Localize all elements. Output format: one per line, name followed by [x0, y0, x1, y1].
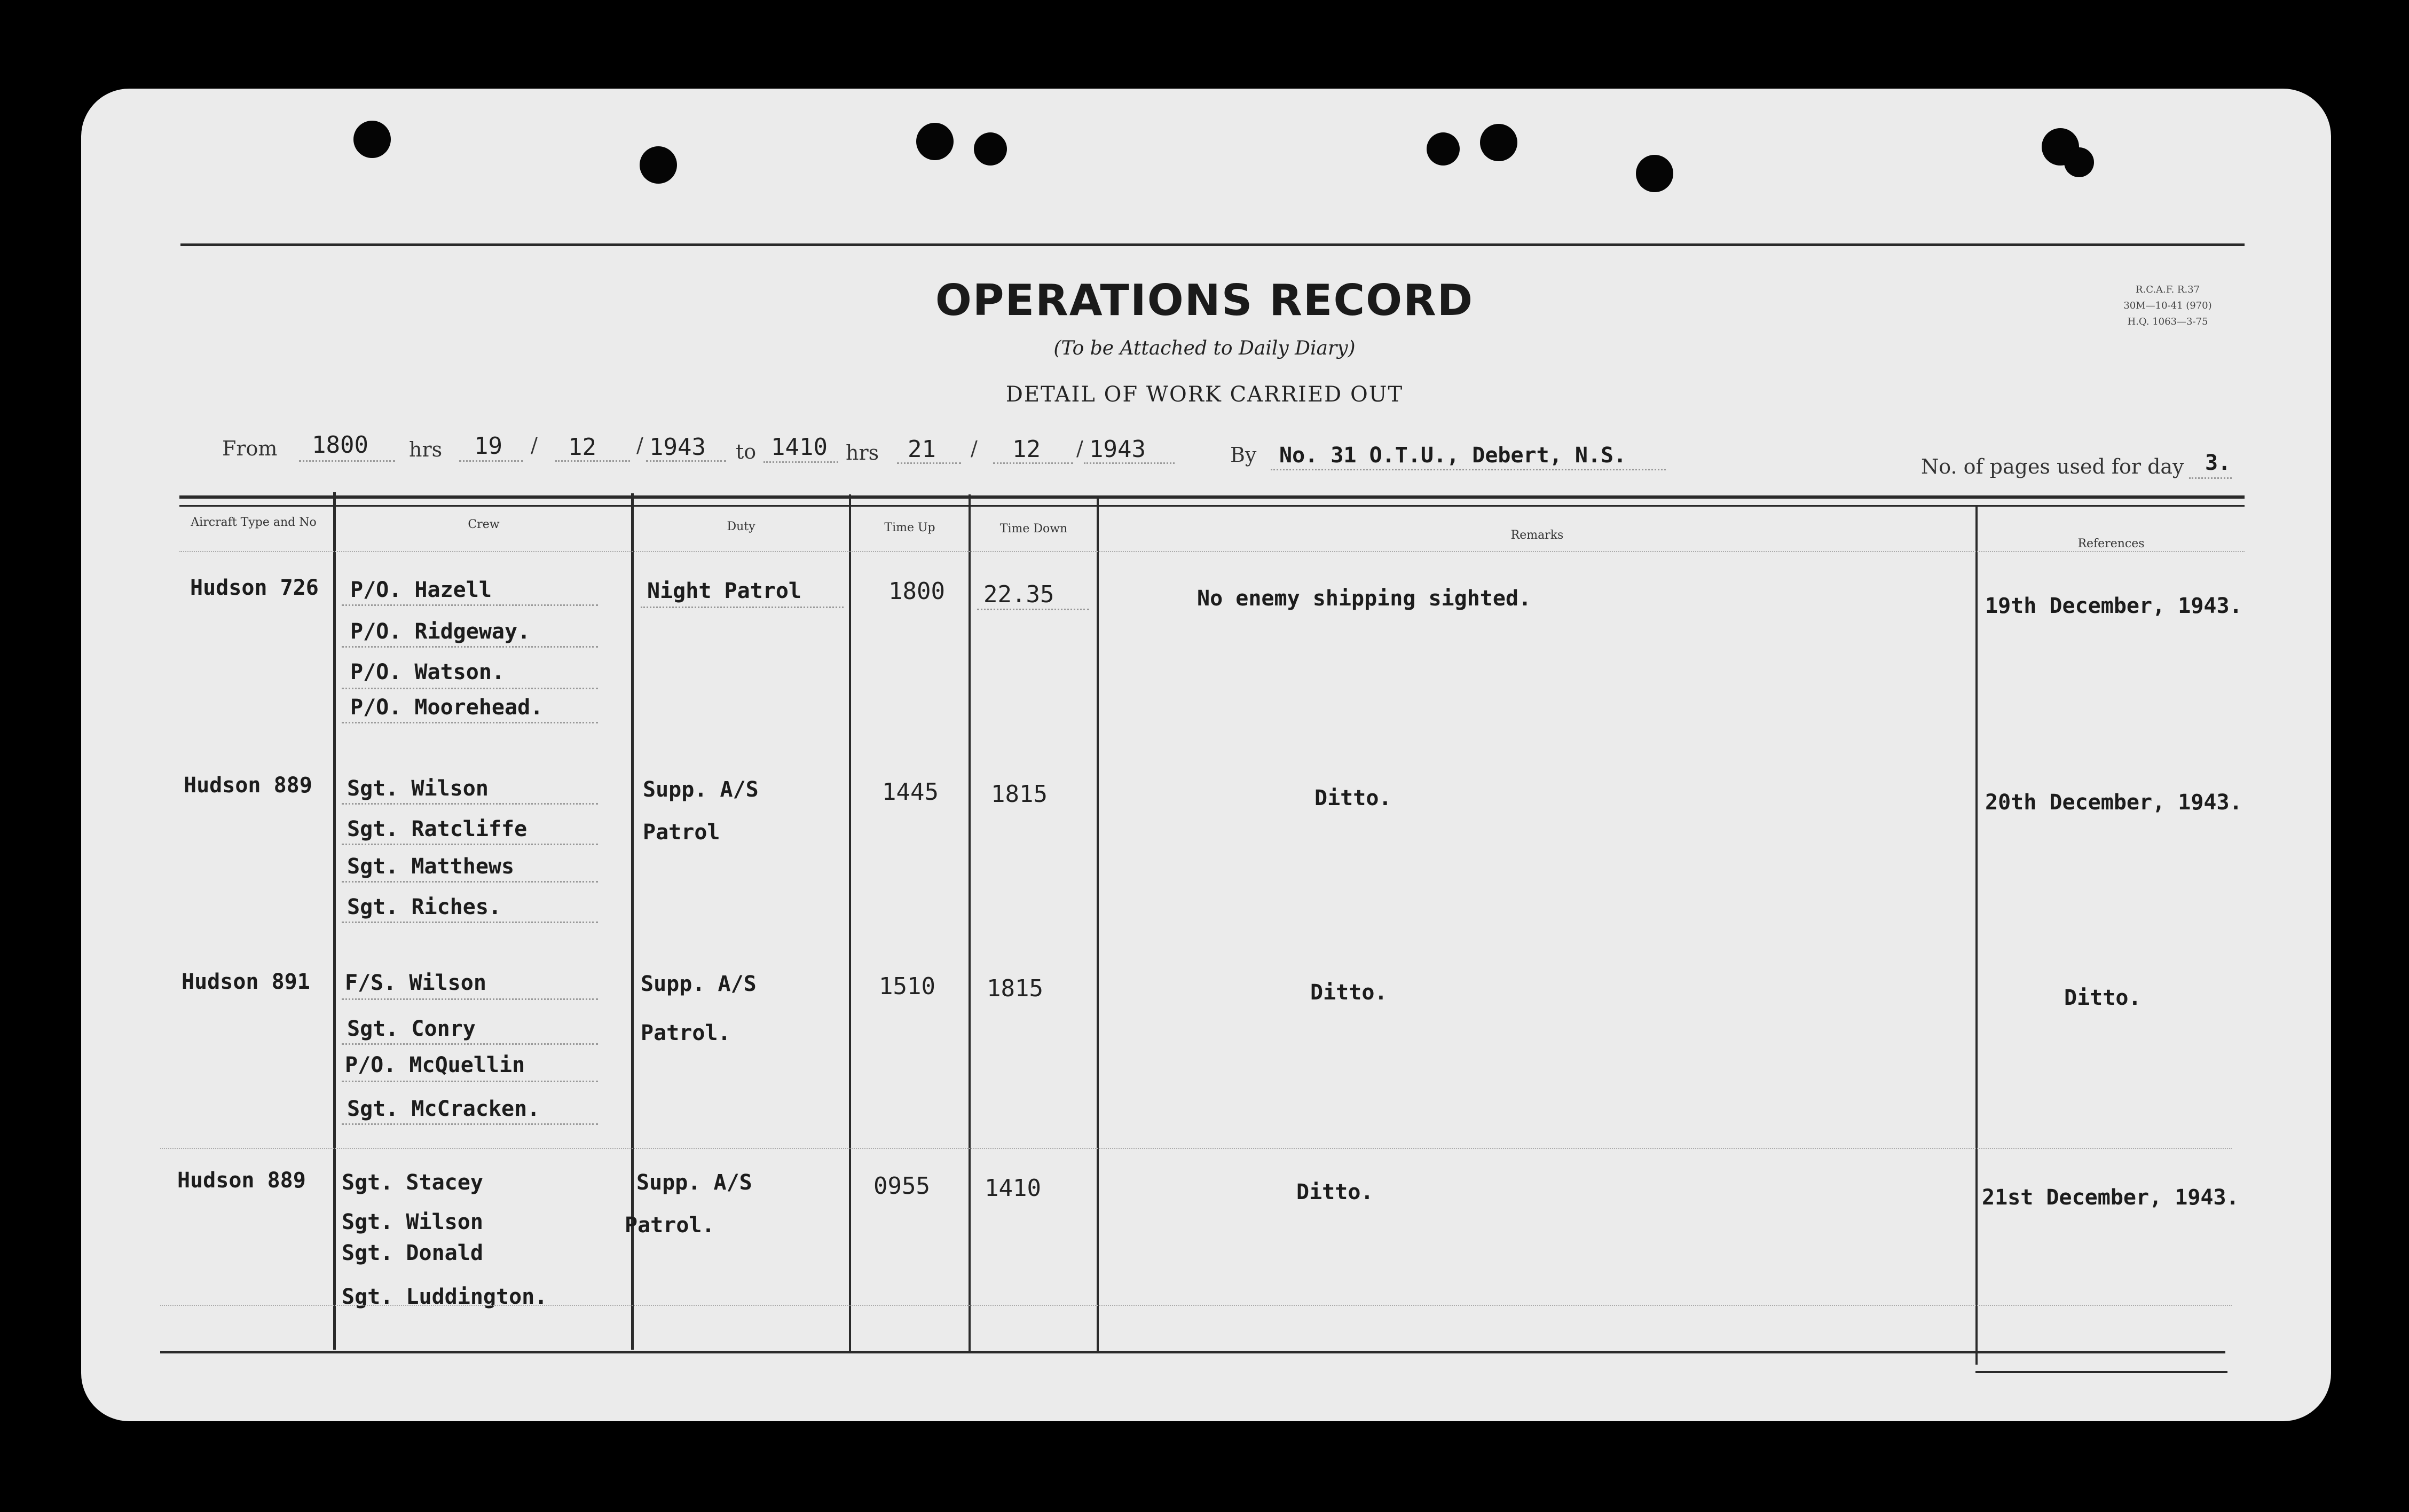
date-slash: /	[1076, 437, 1083, 460]
aircraft-cell: Hudson 726	[190, 576, 319, 600]
time-up-cell: 1510	[879, 973, 935, 1000]
crew-member: Sgt. Stacey	[342, 1170, 483, 1195]
remarks-cell: Ditto.	[1310, 980, 1388, 1005]
column-header-aircraft: Aircraft Type and No	[191, 516, 317, 529]
dotted-leader	[897, 462, 961, 464]
crew-member: Sgt. Ratcliffe	[347, 817, 528, 841]
crew-member: P/O. Ridgeway.	[350, 619, 531, 644]
crew-member: Sgt. Matthews	[347, 854, 515, 879]
dotted-leader	[1084, 462, 1175, 464]
date-slash: /	[531, 434, 538, 457]
dotted-leader	[342, 998, 598, 1000]
bottom-rule-tail	[1975, 1371, 2227, 1373]
form-title: OPERATIONS RECORD	[935, 275, 1474, 325]
crew-member: P/O. McQuellin	[345, 1053, 525, 1077]
reference-cell: 20th December, 1943.	[1985, 790, 2242, 815]
time-down-cell: 1815	[987, 975, 1043, 1002]
column-separator	[969, 494, 971, 1351]
bottom-rule	[160, 1351, 2225, 1353]
to-month: 12	[1012, 436, 1041, 463]
form-code-line: 30M—10-41 (970)	[2123, 300, 2212, 311]
duty-cell: Night Patrol	[647, 579, 801, 603]
pages-value: 3.	[2205, 451, 2231, 475]
duty-cell: Supp. A/S	[643, 777, 759, 802]
to-day: 21	[908, 436, 936, 463]
punch-hole	[2064, 147, 2094, 177]
form-code	[2104, 282, 2232, 330]
aircraft-cell: Hudson 889	[177, 1168, 306, 1193]
hrs-label: hrs	[409, 438, 443, 461]
dotted-leader	[342, 844, 598, 845]
dotted-leader	[977, 609, 1089, 610]
aircraft-cell: Hudson 891	[182, 970, 310, 994]
column-header-crew: Crew	[468, 518, 500, 531]
remarks-cell: Ditto.	[1314, 786, 1392, 810]
dotted-leader	[342, 688, 598, 689]
column-separator	[849, 494, 851, 1351]
time-down-cell: 1410	[985, 1175, 1041, 1202]
punch-hole	[1636, 155, 1673, 192]
dotted-leader	[342, 1123, 598, 1125]
dotted-leader	[993, 462, 1073, 464]
pages-label: No. of pages used for day	[1921, 455, 2184, 478]
time-up-cell: 0955	[873, 1172, 930, 1200]
dotted-leader	[160, 1305, 2232, 1306]
duty-cell: Patrol.	[625, 1213, 715, 1238]
column-header-time-up: Time Up	[884, 521, 935, 534]
column-header-time-down: Time Down	[999, 522, 1068, 536]
dotted-leader	[342, 646, 598, 648]
table-top-rule	[179, 505, 2245, 507]
remarks-cell: Ditto.	[1296, 1180, 1374, 1204]
reference-cell: Ditto.	[2064, 986, 2142, 1010]
crew-member: Sgt. Donald	[342, 1241, 483, 1265]
remarks-cell: No enemy shipping sighted.	[1197, 586, 1532, 611]
column-separator	[1097, 497, 1099, 1353]
crew-member: Sgt. Luddington.	[342, 1285, 548, 1309]
dotted-leader	[342, 922, 598, 923]
crew-member: Sgt. Riches.	[347, 895, 501, 919]
duty-cell: Patrol.	[641, 1021, 731, 1045]
punch-hole	[1427, 132, 1460, 166]
punch-hole	[353, 121, 391, 158]
date-slash: /	[636, 434, 643, 457]
time-down-cell: 1815	[991, 781, 1048, 808]
dotted-leader	[2189, 477, 2232, 479]
crew-member: P/O. Watson.	[350, 660, 505, 684]
dotted-leader	[342, 1081, 598, 1082]
duty-cell: Supp. A/S	[636, 1170, 752, 1195]
dotted-leader	[1271, 469, 1666, 470]
form-detail: DETAIL OF WORK CARRIED OUT	[1005, 382, 1404, 407]
punch-hole	[640, 146, 677, 184]
dotted-leader	[342, 881, 598, 883]
dotted-leader	[763, 461, 838, 463]
to-year: 1943	[1089, 436, 1146, 463]
crew-member: Sgt. Wilson	[347, 776, 489, 801]
from-month: 12	[568, 434, 596, 461]
crew-member: Sgt. Conry	[347, 1017, 476, 1041]
dotted-leader	[459, 460, 523, 462]
crew-member: P/O. Moorehead.	[350, 695, 544, 720]
form-subtitle: (To be Attached to Daily Diary)	[1053, 337, 1356, 359]
from-day: 19	[474, 432, 502, 460]
column-header-references: References	[2077, 537, 2145, 550]
dotted-leader	[160, 1148, 2232, 1149]
from-label: From	[222, 437, 278, 460]
crew-member: Sgt. McCracken.	[347, 1097, 540, 1121]
reference-cell: 21st December, 1943.	[1982, 1185, 2239, 1210]
dotted-leader	[646, 460, 726, 462]
time-up-cell: 1445	[882, 778, 939, 806]
by-unit: No. 31 O.T.U., Debert, N.S.	[1279, 443, 1627, 468]
form-code-line: H.Q. 1063—3-75	[2127, 316, 2208, 327]
dotted-leader	[342, 1043, 598, 1045]
time-down-cell: 22.35	[983, 581, 1054, 608]
column-separator	[333, 492, 336, 1350]
column-header-remarks: Remarks	[1510, 529, 1564, 542]
heading-underline	[179, 551, 2245, 552]
crew-member: F/S. Wilson	[345, 971, 486, 995]
reference-cell: 19th December, 1943.	[1985, 594, 2242, 618]
to-label: to	[736, 440, 757, 463]
dotted-leader	[299, 460, 395, 462]
dotted-leader	[641, 607, 844, 608]
by-label: By	[1230, 443, 1257, 467]
punch-hole	[1480, 124, 1517, 161]
dotted-leader	[555, 460, 630, 462]
date-slash: /	[971, 437, 978, 460]
aircraft-cell: Hudson 889	[184, 773, 312, 798]
top-rule	[180, 243, 2245, 246]
duty-cell: Patrol	[643, 820, 720, 845]
dotted-leader	[342, 803, 598, 805]
punch-hole	[974, 132, 1007, 166]
from-year: 1943	[649, 434, 706, 461]
form-code-line: R.C.A.F. R.37	[2135, 284, 2200, 295]
hrs-label: hrs	[846, 441, 879, 464]
to-time: 1410	[771, 434, 828, 461]
duty-cell: Supp. A/S	[641, 972, 757, 996]
dotted-leader	[342, 722, 598, 723]
column-header-duty: Duty	[727, 520, 755, 533]
column-separator	[1975, 505, 1978, 1365]
time-up-cell: 1800	[888, 578, 945, 605]
table-top-rule	[179, 495, 2245, 499]
crew-member: Sgt. Wilson	[342, 1210, 483, 1234]
from-time: 1800	[312, 431, 368, 459]
crew-member: P/O. Hazell	[350, 578, 492, 602]
dotted-leader	[342, 604, 598, 606]
punch-hole	[916, 123, 954, 160]
